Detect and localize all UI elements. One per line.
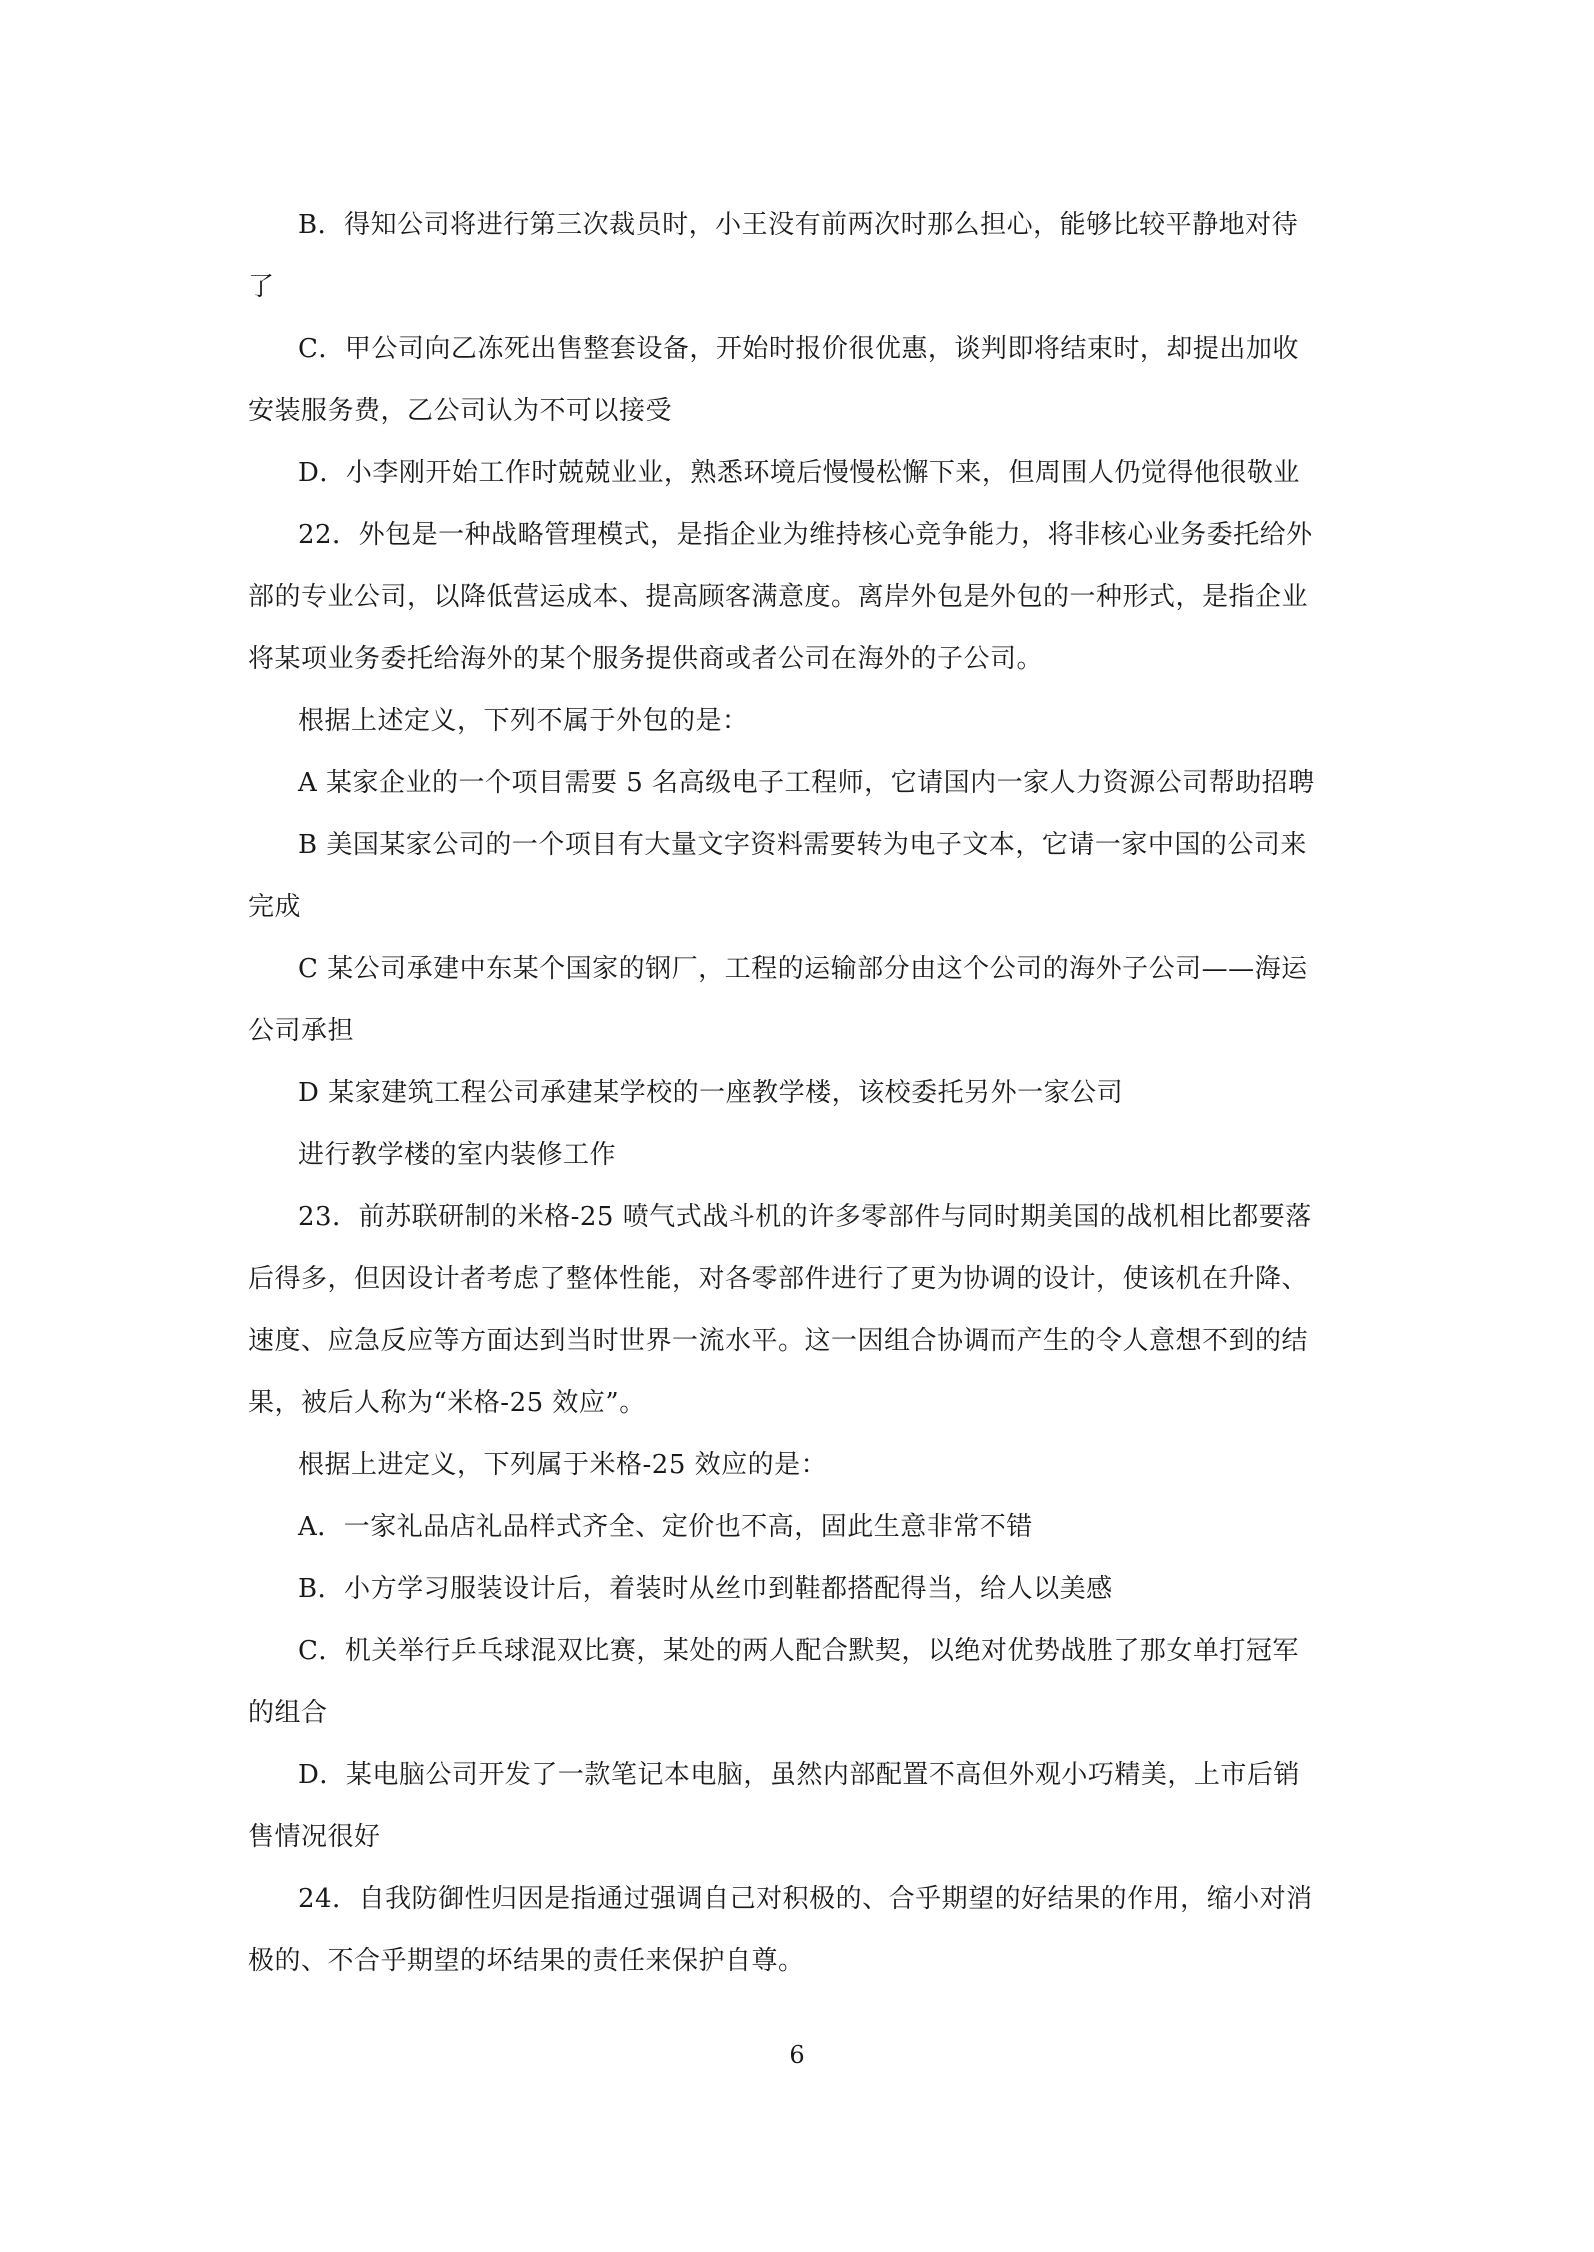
text-line: 24．自我防御性归因是指通过强调自己对积极的、合乎期望的好结果的作用，缩小对消 (298, 1884, 1313, 1914)
text-line: 极的、不合乎期望的坏结果的责任来保护自尊。 (248, 1946, 805, 1976)
text-line: B．小方学习服装设计后，着装时从丝巾到鞋都搭配得当，给人以美感 (298, 1574, 1113, 1604)
text-line: 公司承担 (248, 1016, 355, 1046)
text-line: 根据上述定义，下列不属于外包的是： (298, 706, 749, 736)
text-line: 售情况很好 (248, 1822, 381, 1852)
text-line: 完成 (248, 892, 302, 922)
text-line: 安装服务费，乙公司认为不可以接受 (248, 396, 673, 426)
text-line: 22．外包是一种战略管理模式，是指企业为维持核心竞争能力，将非核心业务委托给外 (298, 520, 1313, 550)
text-line: C．机关举行乒乓球混双比赛，某处的两人配合默契，以绝对优势战胜了那女单打冠军 (298, 1636, 1299, 1666)
text-line: 果，被后人称为“米格-25 效应”。 (248, 1388, 646, 1418)
text-line: 部的专业公司，以降低营运成本、提高顾客满意度。离岸外包是外包的一种形式，是指企业 (248, 582, 1309, 612)
text-line: C．甲公司向乙冻死出售整套设备，开始时报价很优惠，谈判即将结束时，却提出加收 (298, 334, 1299, 364)
text-line: C 某公司承建中东某个国家的钢厂，工程的运输部分由这个公司的海外子公司——海运 (298, 954, 1308, 984)
text-line: 的组合 (248, 1698, 328, 1728)
text-line: 进行教学楼的室内装修工作 (298, 1140, 617, 1170)
text-line: B．得知公司将进行第三次裁员时，小王没有前两次时那么担心，能够比较平静地对待 (298, 210, 1299, 240)
text-line: D 某家建筑工程公司承建某学校的一座教学楼，该校委托另外一家公司 (298, 1078, 1124, 1108)
text-line: D．小李刚开始工作时兢兢业业，熟悉环境后慢慢松懈下来，但周围人仍觉得他很敬业 (298, 458, 1300, 488)
text-line: 将某项业务委托给海外的某个服务提供商或者公司在海外的子公司。 (248, 644, 1044, 674)
text-line: 了 (248, 272, 275, 302)
text-line: 23．前苏联研制的米格-25 喷气式战斗机的许多零部件与同时期美国的战机相比都要落 (298, 1202, 1312, 1232)
text-line: 根据上进定义，下列属于米格-25 效应的是： (298, 1450, 828, 1480)
page-number: 6 (789, 2041, 805, 2069)
page-body (248, 205, 1348, 2003)
text-line: A．一家礼品店礼品样式齐全、定价也不高，固此生意非常不错 (298, 1512, 1033, 1542)
text-line: D．某电脑公司开发了一款笔记本电脑，虽然内部配置不高但外观小巧精美，上市后销 (298, 1760, 1300, 1790)
text-line: A 某家企业的一个项目需要 5 名高级电子工程师，它请国内一家人力资源公司帮助招聘 (298, 768, 1315, 798)
text-line: 速度、应急反应等方面达到当时世界一流水平。这一因组合协调而产生的令人意想不到的结 (248, 1326, 1309, 1356)
text-line: B 美国某家公司的一个项目有大量文字资料需要转为电子文本，它请一家中国的公司来 (298, 830, 1307, 860)
text-line: 后得多，但因设计者考虑了整体性能，对各零部件进行了更为协调的设计，使该机在升降、 (248, 1264, 1309, 1294)
